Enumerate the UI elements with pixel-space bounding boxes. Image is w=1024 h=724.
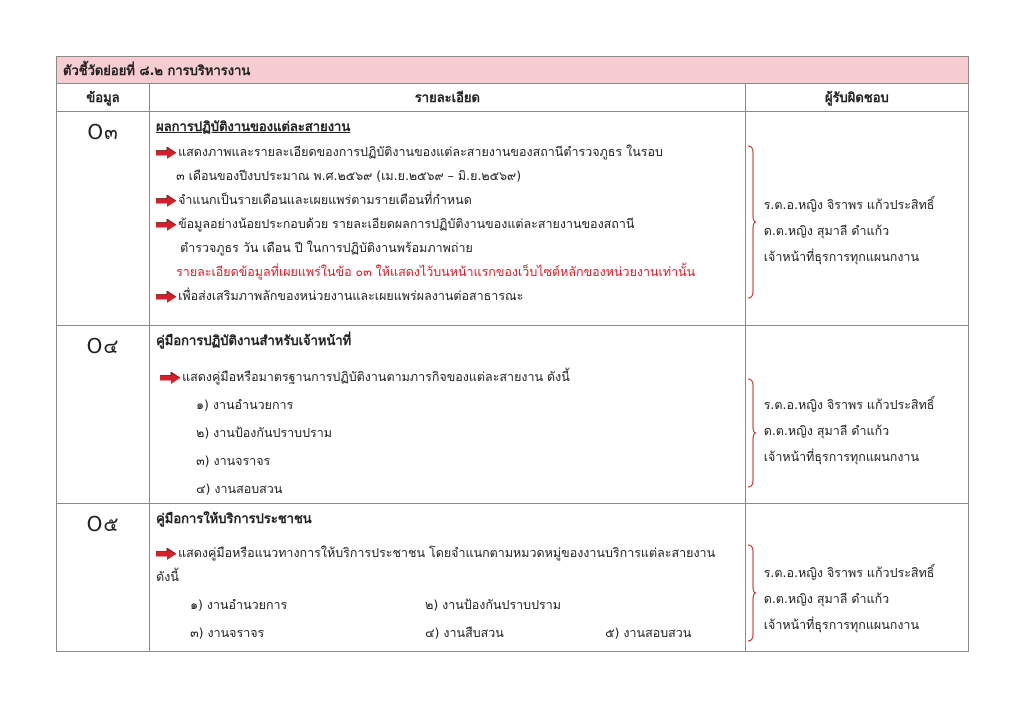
table-title: ตัวชี้วัดย่อยที่ ๘.๒ การบริหารงาน: [57, 57, 969, 84]
header-responsible: ผู้รับผิดชอบ: [745, 84, 968, 112]
list-item: ๒) งานป้องกันปราบปราม: [425, 597, 562, 612]
red-arrow-icon: [156, 219, 176, 231]
detail-line: เพื่อส่งเสริมภาพลักของหน่วยงานและเผยแพร่ผลงานต่อสาธารณะ: [150, 284, 745, 308]
detail-cell: [150, 504, 746, 652]
list-item: ๓) งานจราจร: [190, 625, 265, 640]
list-item: ๑) งานอำนวยการ: [196, 397, 294, 412]
list-item: ๓) งานจราจร: [196, 453, 271, 468]
red-arrow-icon: [156, 195, 176, 207]
table-row: [57, 504, 969, 652]
brace-icon: [747, 378, 757, 488]
list-item: ๔) งานสืบสวน: [425, 625, 504, 640]
detail-line: แสดงภาพและรายละเอียดของการปฏิบัติงานของแต่ละสายงานของสถานีตำรวจภูธร ในรอบ: [150, 140, 745, 164]
red-arrow-icon: [160, 372, 180, 384]
responsible-cell: [745, 326, 968, 504]
detail-cell: [150, 326, 746, 504]
detail-line: จำแนกเป็นรายเดือนและเผยแพร่ตามรายเดือนที่กำหนด: [150, 188, 745, 212]
detail-line: แสดงคู่มือหรือแนวทางการให้บริการประชาชน โดยจำแนกตามหมวดหมู่ของงานบริการแต่ละสายงาน: [150, 541, 745, 565]
table-row: [57, 326, 969, 504]
detail-line: ตำรวจภูธร วัน เดือน ปี ในการปฏิบัติงานพร้อมภาพถ่าย: [180, 240, 473, 255]
detail-line: ข้อมูลอย่างน้อยประกอบด้วย รายละเอียดผลการปฏิบัติงานของแต่ละสายงานของสถานี: [150, 212, 745, 236]
highlight-line: รายละเอียดข้อมูลที่เผยแพร่ในข้อ ๐๓ ให้แสดงไว้บนหน้าแรกของเว็บไซต์หลักของหน่วยงานเท่านั้น: [176, 264, 696, 279]
list-item: ๕) งานสอบสวน: [605, 625, 692, 640]
item-number: O๓: [57, 112, 150, 326]
header-data: ข้อมูล: [57, 84, 150, 112]
section-heading: คู่มือการให้บริการประชาชน: [156, 512, 312, 527]
section-heading: คู่มือการปฏิบัติงานสำหรับเจ้าหน้าที่: [156, 334, 352, 349]
item-number: O๔: [57, 326, 150, 504]
responsible-cell: [745, 112, 968, 326]
detail-line: ดังนี้: [156, 569, 179, 584]
red-arrow-icon: [156, 548, 176, 560]
detail-line: แสดงคู่มือหรือมาตรฐานการปฏิบัติงานตามภารกิจของแต่ละสายงาน ดังนี้: [150, 365, 745, 389]
list-item: ๑) งานอำนวยการ: [190, 597, 288, 612]
section-heading: ผลการปฏิบัติงานของแต่ละสายงาน: [156, 120, 351, 135]
brace-icon: [747, 145, 757, 299]
detail-cell: [150, 112, 746, 326]
responsible-cell: [745, 504, 968, 652]
table-row: [57, 112, 969, 326]
red-arrow-icon: [156, 147, 176, 159]
header-detail: รายละเอียด: [150, 84, 746, 112]
list-item: ๔) งานสอบสวน: [196, 481, 283, 496]
responsible-list: ร.ต.อ.หญิง จิราพร แก้วประสิทธิ์ ด.ต.หญิง สุมาลี ดำแก้ว เจ้าหน้าที่ธุรการทุกแผนกงาน: [763, 397, 935, 464]
indicator-table: [56, 56, 969, 652]
item-number: O๕: [57, 504, 150, 652]
list-row: [150, 593, 745, 617]
detail-line: ๓ เดือนของปีงบประมาณ พ.ศ.๒๕๖๙ (เม.ย.๒๕๖๙ – มิ.ย.๒๕๖๙): [176, 168, 522, 183]
brace-icon: [747, 544, 757, 642]
list-row: [150, 621, 745, 645]
responsible-list: ร.ต.อ.หญิง จิราพร แก้วประสิทธิ์ ด.ต.หญิง สุมาลี ดำแก้ว เจ้าหน้าที่ธุรการทุกแผนกงาน: [763, 565, 935, 632]
list-item: ๒) งานป้องกันปราบปราม: [196, 425, 333, 440]
responsible-list: ร.ต.อ.หญิง จิราพร แก้วประสิทธิ์ ด.ต.หญิง สุมาลี ดำแก้ว เจ้าหน้าที่ธุรการทุกแผนกงาน: [763, 197, 935, 264]
red-arrow-icon: [156, 291, 176, 303]
